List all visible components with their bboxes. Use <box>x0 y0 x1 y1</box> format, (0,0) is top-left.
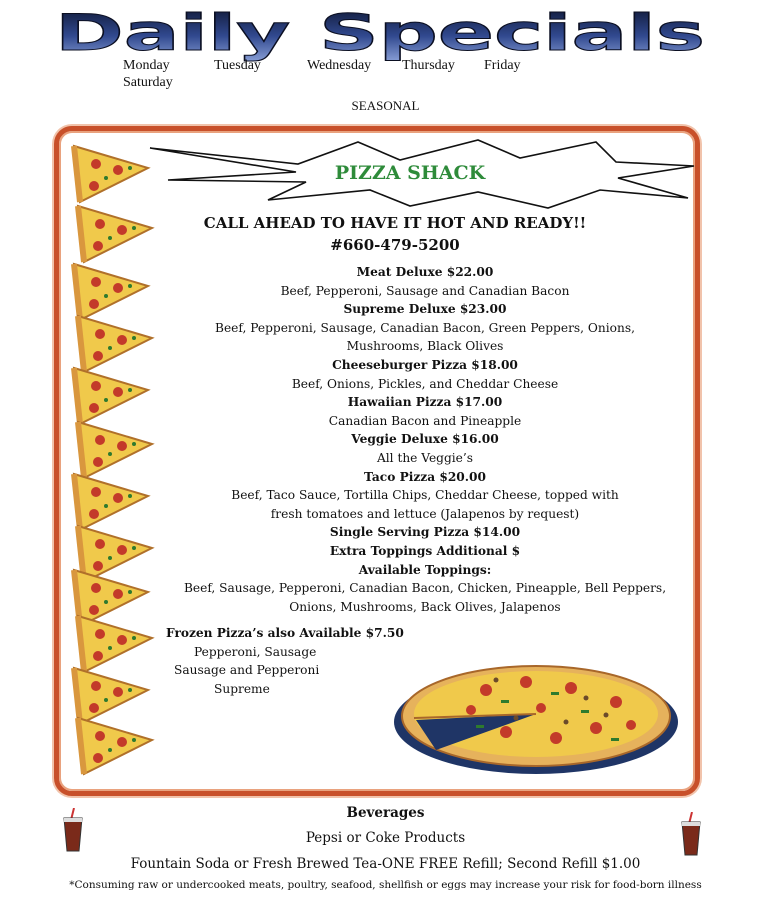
day-tuesday: Tuesday <box>214 58 261 73</box>
menu-item-title: Supreme Deluxe $23.00 <box>343 302 507 317</box>
menu-item-description: Beef, Pepperoni, Sausage and Canadian Bacon <box>280 283 570 298</box>
pizza-illustration <box>376 650 681 780</box>
menu-item-title: Single Serving Pizza $14.00 <box>329 525 521 540</box>
menu-item-description: Onions, Mushrooms, Back Olives, Jalapenos <box>289 599 561 614</box>
day-friday: Friday <box>484 58 521 73</box>
day-thursday: Thursday <box>402 58 455 73</box>
menu-item-title: Veggie Deluxe $16.00 <box>351 432 499 447</box>
menu-item-description: Beef, Sausage, Pepperoni, Canadian Bacon, Chicken, Pineapple, Bell Peppers, <box>183 581 667 596</box>
soda-cup-icon <box>62 808 84 852</box>
call-ahead-block <box>150 212 640 256</box>
menu-item-title: Available Toppings: <box>358 562 492 577</box>
frozen-title: Frozen Pizza’s also Available $7.50 <box>166 626 404 640</box>
menu-item-title: Cheeseburger Pizza $18.00 <box>332 357 518 372</box>
beverages-heading: Beverages <box>346 805 425 821</box>
menu-item-title: Taco Pizza $20.00 <box>363 469 486 484</box>
phone-number: #660-479-5200 <box>330 236 460 254</box>
page-title <box>50 4 710 62</box>
pizza-slice-image <box>74 710 156 778</box>
day-monday: Monday <box>123 58 170 73</box>
title-text: Daily Specials <box>55 4 705 62</box>
frozen-item: Sausage and Pepperoni <box>174 663 320 678</box>
food-safety-disclaimer: *Consuming raw or undercooked meats, poultry, seafood, shellfish or eggs may increase your risk for food-born illness <box>69 879 702 891</box>
beverages-line-2: Fountain Soda or Fresh Brewed Tea-ONE FREE Refill; Second Refill $1.00 <box>130 856 641 872</box>
menu-item-description: Mushrooms, Black Olives <box>346 339 504 354</box>
menu-item-title: Extra Toppings Additional $ <box>329 543 521 558</box>
day-wednesday: Wednesday <box>307 58 372 73</box>
beverages-line-1: Pepsi or Coke Products <box>305 830 466 846</box>
frozen-item: Supreme <box>214 681 270 696</box>
shack-name: PIZZA SHACK <box>334 162 486 184</box>
menu-item-description: Beef, Taco Sauce, Tortilla Chips, Cheddar Cheese, topped with <box>231 488 619 503</box>
pizza-slice-image <box>70 138 152 206</box>
menu-item-description: All the Veggie’s <box>376 450 474 465</box>
day-saturday: Saturday <box>123 75 173 90</box>
menu-item-description: Canadian Bacon and Pineapple <box>328 413 522 428</box>
menu-item-description: Beef, Pepperoni, Sausage, Canadian Bacon, Green Peppers, Onions, <box>215 320 635 335</box>
menu-list <box>160 263 690 616</box>
soda-cup-icon <box>680 812 702 856</box>
menu-item-title: Hawaiian Pizza $17.00 <box>347 395 503 410</box>
menu-item-description: Beef, Onions, Pickles, and Cheddar Cheese <box>291 376 559 391</box>
menu-item-description: fresh tomatoes and lettuce (Jalapenos by request) <box>270 506 580 521</box>
menu-item-title: Meat Deluxe $22.00 <box>356 265 494 279</box>
seasonal-label: SEASONAL <box>351 98 420 113</box>
frozen-item: Pepperoni, Sausage <box>194 644 317 659</box>
call-ahead-line: CALL AHEAD TO HAVE IT HOT AND READY!! <box>203 214 587 232</box>
